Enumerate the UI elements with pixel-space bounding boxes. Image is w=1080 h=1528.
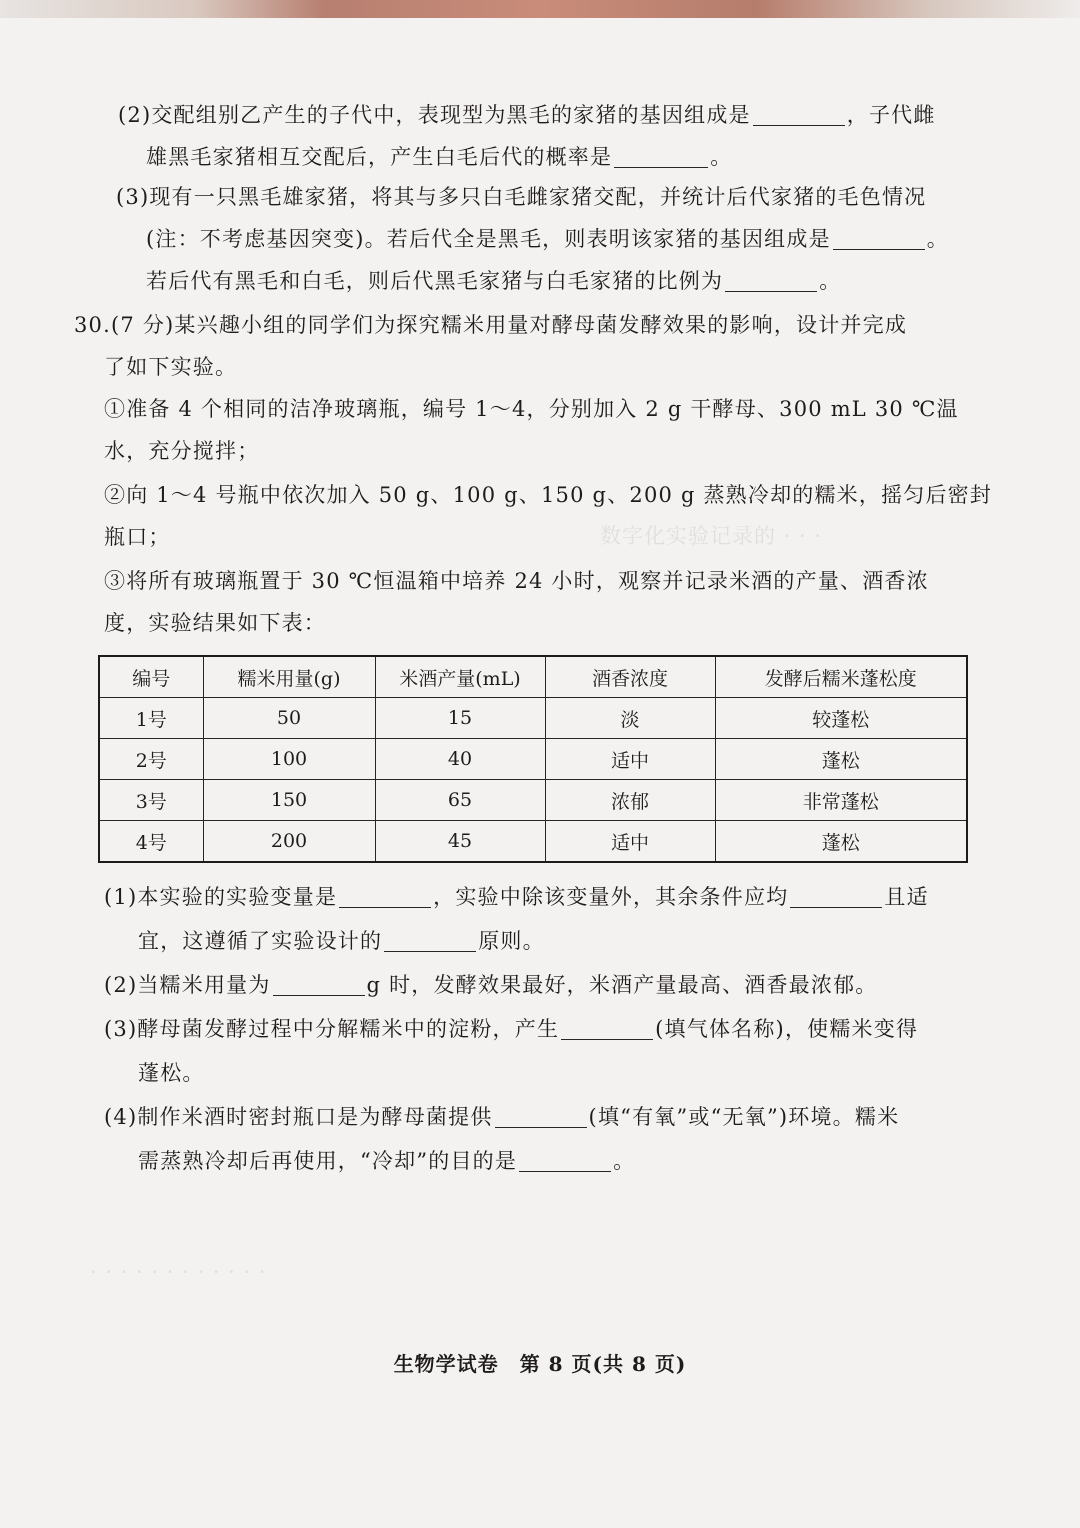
q30-step2-line1: ②向 1～4 号瓶中依次加入 50 g、100 g、150 g、200 g 蒸熟冷却的糯米，摇匀后密封 bbox=[104, 483, 993, 507]
answer-blank[interactable] bbox=[273, 973, 365, 996]
q30-intro-line1: 30.(7 分)某兴趣小组的同学们为探究糯米用量对酵母菌发酵效果的影响，设计并完成 bbox=[74, 313, 908, 337]
table-row bbox=[99, 698, 967, 739]
q30-step3-line1: ③将所有玻璃瓶置于 30 ℃恒温箱中培养 24 小时，观察并记录米酒的产量、酒香浓 bbox=[104, 569, 929, 593]
q29-part2-line1: (2)交配组别乙产生的子代中，表现型为黑毛的家猪的基因组成是 ，子代雌 bbox=[118, 103, 936, 127]
answer-blank[interactable] bbox=[339, 885, 431, 908]
table-row bbox=[99, 739, 967, 780]
answer-blank[interactable] bbox=[495, 1105, 587, 1128]
page-footer: 生物学试卷 第 8 页(共 8 页) bbox=[393, 1352, 687, 1376]
bleed-through-text: · · · · · · · · · · · · bbox=[90, 1260, 267, 1284]
q29-part2-line2: 雄黑毛家猪相互交配后，产生白毛后代的概率是 。 bbox=[146, 145, 733, 169]
table-cell: 较蓬松 bbox=[715, 698, 967, 739]
q30-sub4-line1: (4)制作米酒时密封瓶口是为酵母菌提供 (填“有氧”或“无氧”)环境。糯米 bbox=[104, 1105, 900, 1129]
q29-part3-line3: 若后代有黑毛和白毛，则后代黑毛家猪与白毛家猪的比例为 。 bbox=[146, 269, 842, 293]
table-cell: 40 bbox=[375, 739, 545, 780]
table-cell: 65 bbox=[375, 780, 545, 821]
table-cell: 蓬松 bbox=[715, 821, 967, 863]
q30-intro-line2: 了如下实验。 bbox=[104, 355, 238, 379]
table-cell: 2号 bbox=[99, 739, 203, 780]
table-cell: 浓郁 bbox=[545, 780, 715, 821]
table-cell: 适中 bbox=[545, 821, 715, 863]
q30-sub2: (2)当糯米用量为 g 时，发酵效果最好，米酒产量最高、酒香最浓郁。 bbox=[104, 973, 878, 997]
table-cell: 50 bbox=[203, 698, 375, 739]
table-cell: 3号 bbox=[99, 780, 203, 821]
table-header-cell: 编号 bbox=[99, 656, 203, 698]
q30-sub4-line2: 需蒸熟冷却后再使用，“冷却”的目的是 。 bbox=[138, 1149, 636, 1173]
answer-blank[interactable] bbox=[519, 1149, 611, 1172]
table-cell: 15 bbox=[375, 698, 545, 739]
table-cell: 蓬松 bbox=[715, 739, 967, 780]
table-cell: 4号 bbox=[99, 821, 203, 863]
table-cell: 淡 bbox=[545, 698, 715, 739]
table-header-cell: 酒香浓度 bbox=[545, 656, 715, 698]
table-header-cell: 糯米用量(g) bbox=[203, 656, 375, 698]
q30-step3-line2: 度，实验结果如下表： bbox=[104, 611, 326, 635]
answer-blank[interactable] bbox=[725, 269, 817, 292]
table-cell: 200 bbox=[203, 821, 375, 863]
table-row bbox=[99, 780, 967, 821]
table-row bbox=[99, 821, 967, 863]
q30-sub1-line1: (1)本实验的实验变量是 ，实验中除该变量外，其余条件应均 且适 bbox=[104, 885, 929, 909]
table-cell: 100 bbox=[203, 739, 375, 780]
results-table bbox=[98, 655, 968, 863]
q29-part3-line2: (注：不考虑基因突变)。若后代全是黑毛，则表明该家猪的基因组成是 。 bbox=[146, 227, 949, 251]
answer-blank[interactable] bbox=[833, 227, 925, 250]
table-cell: 45 bbox=[375, 821, 545, 863]
bleed-through-text: 数字化实验记录的 · · · bbox=[600, 524, 823, 548]
q30-step1-line2: 水，充分搅拌； bbox=[104, 439, 260, 463]
table-cell: 150 bbox=[203, 780, 375, 821]
table-header-cell: 米酒产量(mL) bbox=[375, 656, 545, 698]
q30-step2-line2: 瓶口； bbox=[104, 525, 171, 549]
answer-blank[interactable] bbox=[384, 929, 476, 952]
answer-blank[interactable] bbox=[561, 1017, 653, 1040]
table-header-cell: 发酵后糯米蓬松度 bbox=[715, 656, 967, 698]
q30-sub3-line1: (3)酵母菌发酵过程中分解糯米中的淀粉，产生 (填气体名称)，使糯米变得 bbox=[104, 1017, 919, 1041]
answer-blank[interactable] bbox=[790, 885, 882, 908]
table-cell: 1号 bbox=[99, 698, 203, 739]
answer-blank[interactable] bbox=[614, 145, 708, 168]
answer-blank[interactable] bbox=[753, 103, 845, 126]
q30-step1-line1: ①准备 4 个相同的洁净玻璃瓶，编号 1～4，分别加入 2 g 干酵母、300 mL 30 ℃温 bbox=[104, 397, 959, 421]
q30-sub3-line2: 蓬松。 bbox=[138, 1061, 205, 1085]
table-header-row bbox=[99, 656, 967, 698]
q30-sub1-line2: 宜，这遵循了实验设计的 原则。 bbox=[138, 929, 545, 953]
table-cell: 非常蓬松 bbox=[715, 780, 967, 821]
q29-part3-line1: (3)现有一只黑毛雄家猪，将其与多只白毛雌家猪交配，并统计后代家猪的毛色情况 bbox=[116, 185, 927, 209]
table-cell: 适中 bbox=[545, 739, 715, 780]
